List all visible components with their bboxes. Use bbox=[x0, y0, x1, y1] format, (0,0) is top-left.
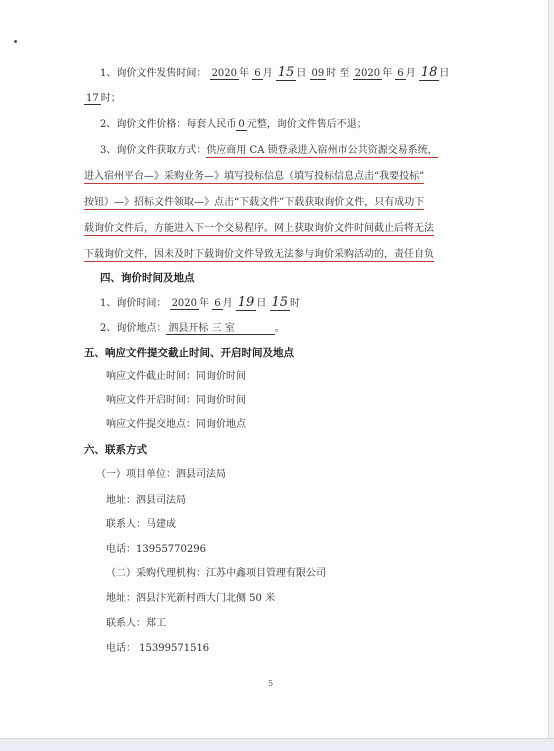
agency-contact: 联系人：郑工 bbox=[106, 618, 166, 629]
item3-method-line2: 进入宿州平台—》采购业务—》填写投标信息（填写投标信息点击“我要投标” bbox=[84, 171, 425, 182]
agency-address: 地址：泗县汴光新村西大门北侧 50 米 bbox=[106, 593, 276, 604]
viewer-bottom-bar bbox=[0, 738, 554, 751]
item3-method-line4: 载询价文件后，方能进入下一个交易程序。网上获取询价文件时间截止后将无法 bbox=[84, 223, 434, 234]
agency-phone: 电话： 15399571516 bbox=[106, 643, 210, 654]
section4-title: 四、询价时间及地点 bbox=[100, 272, 195, 284]
project-address: 地址：泗县司法局 bbox=[106, 495, 186, 506]
viewer-right-edge bbox=[548, 0, 554, 738]
project-contact: 联系人：马建成 bbox=[106, 519, 176, 530]
response-submit-place: 响应文件提交地点：同询价地点 bbox=[106, 419, 246, 430]
item3-method-line5: 下载询价文件，因未及时下载询价文件导致无法参与询价采购活动的，责任自负 bbox=[84, 249, 434, 260]
agency-name: （二）采购代理机构：江苏中鑫项目管理有限公司 bbox=[106, 568, 326, 579]
item1-sale-time-cont: 17 时； bbox=[86, 93, 121, 104]
item3-method-line1: 3、询价文件获取方式：供应商用 CA 锁登录进入宿州市公共资源交易系统， bbox=[100, 145, 438, 156]
item1-sale-time: 1、询价文件发售时间： 2020 年 6 月 15 日 09 时 至 2020 年 6 月 18 日 bbox=[100, 65, 450, 80]
section6-title: 六、联系方式 bbox=[84, 444, 147, 456]
project-unit: （一）项目单位：泗县司法局 bbox=[96, 469, 226, 480]
page-number: 5 bbox=[268, 679, 274, 688]
response-deadline: 响应文件截止时间：同询价时间 bbox=[106, 371, 246, 382]
section5-title: 五、响应文件提交截止时间、开启时间及地点 bbox=[84, 347, 294, 359]
scan-speck bbox=[14, 40, 17, 43]
inquiry-place: 2、询价地点： 泗县开标 三 室 。 bbox=[100, 323, 285, 334]
response-open-time: 响应文件开启时间：同询价时间 bbox=[106, 395, 246, 406]
item3-method-line3: 按钮）—》招标文件领取—》点击“下载文件”下载获取询价文件，只有成功下 bbox=[84, 197, 425, 208]
inquiry-time: 1、询价时间： 2020 年 6 月 19 日 15 时 bbox=[100, 295, 301, 310]
project-phone: 电话：13955770296 bbox=[106, 544, 206, 555]
item2-price: 2、询价文件价格：每套人民币 0 元整，询价文件售后不退； bbox=[100, 119, 367, 130]
